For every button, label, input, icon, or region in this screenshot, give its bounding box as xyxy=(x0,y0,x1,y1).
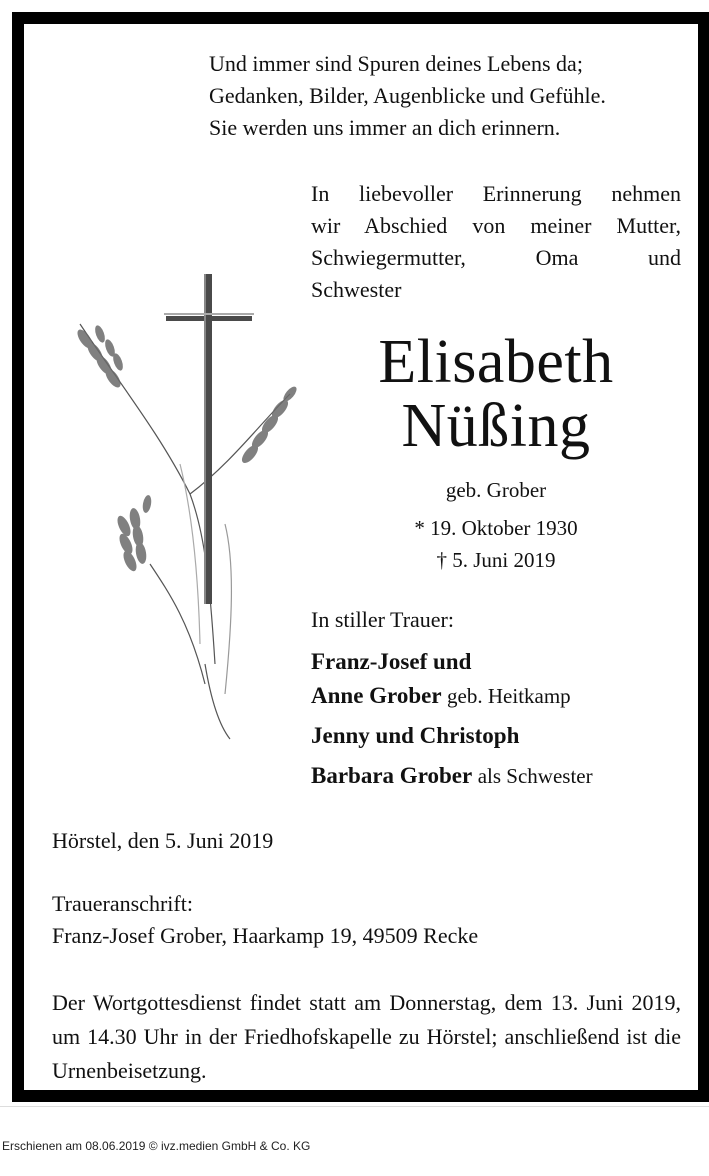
deceased-name xyxy=(311,330,681,458)
mourner-name: Barbara Grober xyxy=(311,763,473,788)
wheat-icon xyxy=(80,324,290,739)
death-date: † 5. Juni 2019 xyxy=(436,548,556,572)
service-info: Der Wortgottesdienst findet statt am Donnerstag, dem 13. Juni 2019, um 14.30 Uhr in der Friedhofskapelle zu Hörstel; anschließend ist die Urnenbeisetzung. xyxy=(52,990,681,1083)
intro-text xyxy=(311,178,681,306)
life-dates xyxy=(311,512,681,576)
divider xyxy=(0,1106,709,1107)
mourner-entry xyxy=(311,681,571,711)
birth-name: geb. Grober xyxy=(445,478,547,502)
address-text: Franz-Josef Grober, Haarkamp 19, 49509 Recke xyxy=(52,923,479,948)
address-label: Traueranschrift: xyxy=(52,891,193,916)
poem xyxy=(209,48,679,144)
cross-wheat-artwork xyxy=(40,264,310,744)
intro-line: Schwester xyxy=(311,277,402,302)
mourner-note: geb. Heitkamp xyxy=(447,684,571,708)
intro-line: wir Abschied von meiner Mutter, xyxy=(311,213,681,238)
mourning-address xyxy=(52,888,478,952)
poem-line: Und immer sind Spuren deines Lebens da; xyxy=(209,51,583,76)
mourner-entry xyxy=(311,721,519,751)
poem-line: Gedanken, Bilder, Augenblicke und Gefühle. xyxy=(209,83,606,108)
mourner-name: Jenny und Christoph xyxy=(311,723,520,748)
cross-icon xyxy=(164,274,254,604)
mourning-label: In stiller Trauer: xyxy=(311,607,454,632)
intro-line: Schwiegermutter, Oma und xyxy=(311,245,681,270)
place-date: Hörstel, den 5. Juni 2019 xyxy=(52,828,274,853)
intro-line: In liebevoller Erinnerung nehmen xyxy=(311,181,681,206)
wheat-icon xyxy=(75,324,299,573)
mourner-name: Franz-Josef und xyxy=(311,649,472,674)
birth-date: * 19. Oktober 1930 xyxy=(414,516,578,540)
mourner-entry xyxy=(311,647,471,677)
obituary-frame xyxy=(12,12,709,1102)
mourner-note: als Schwester xyxy=(477,764,593,788)
mourner-name: Anne Grober xyxy=(311,683,442,708)
mourner-entry xyxy=(311,761,593,791)
first-name: Elisabeth xyxy=(378,328,614,396)
poem-line: Sie werden uns immer an dich erinnern. xyxy=(209,115,561,140)
last-name: Nüßing xyxy=(401,392,591,460)
publication-footer: Erschienen am 08.06.2019 © ivz.medien GmbH & Co. KG xyxy=(2,1139,311,1153)
